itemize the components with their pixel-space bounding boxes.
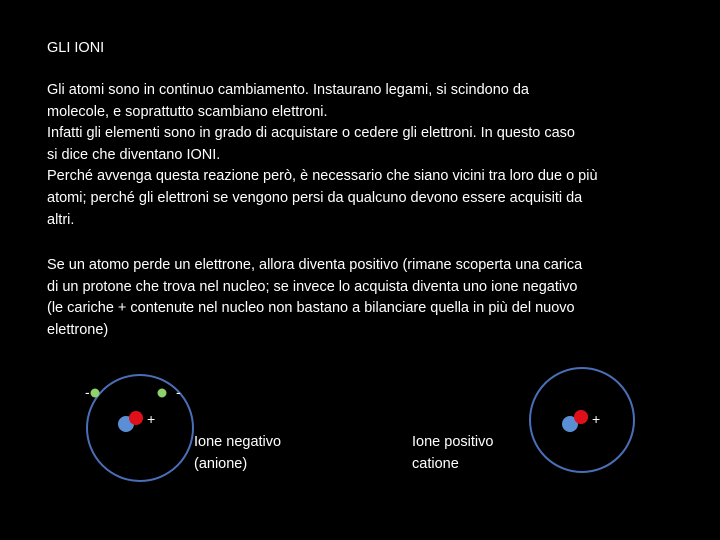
paragraph-ions: Se un atomo perde un elettrone, allora diventa positivo (rimane scoperta una carica di un protone che trova nel nucleo; se invece lo acquista diventa uno ione negativo (le cariche + contenute nel nucleo non bastano a bilanciare quella in più del nuovo elettrone): [47, 257, 583, 338]
negative-ion-nucleus-sign: +: [147, 411, 156, 427]
negative-ion-proton: [129, 411, 143, 425]
negative-ion-atom: [85, 375, 193, 481]
positive-ion-nucleus-sign: +: [592, 411, 601, 427]
positive-ion-label: Ione positivo catione: [412, 434, 494, 472]
negative-ion-electron-1: [91, 389, 100, 398]
negative-ion-label: Ione negativo (anione): [194, 434, 282, 472]
negative-ion-electron-sign-1: -: [85, 384, 90, 400]
negative-ion-electron-sign-2: -: [176, 384, 181, 400]
positive-ion-proton: [574, 410, 588, 424]
negative-ion-electron-2: [158, 389, 167, 398]
slide-title: GLI IONI: [47, 40, 105, 56]
positive-ion-atom: [530, 368, 634, 472]
paragraph-intro: Gli atomi sono in continuo cambiamento. Instaurano legami, si scindono da molecole, e soprattutto scambiano elettroni. Infatti gli elementi sono in grado di acquistare o cedere gli elettroni. In questo caso si dice che diventano IONI. Perché avvenga questa reazione però, è necessario che siano vicini tra loro due o più atomi; perché gli elettroni se vengono persi da qualcuno devono essere acquisiti da altri.: [47, 82, 598, 228]
